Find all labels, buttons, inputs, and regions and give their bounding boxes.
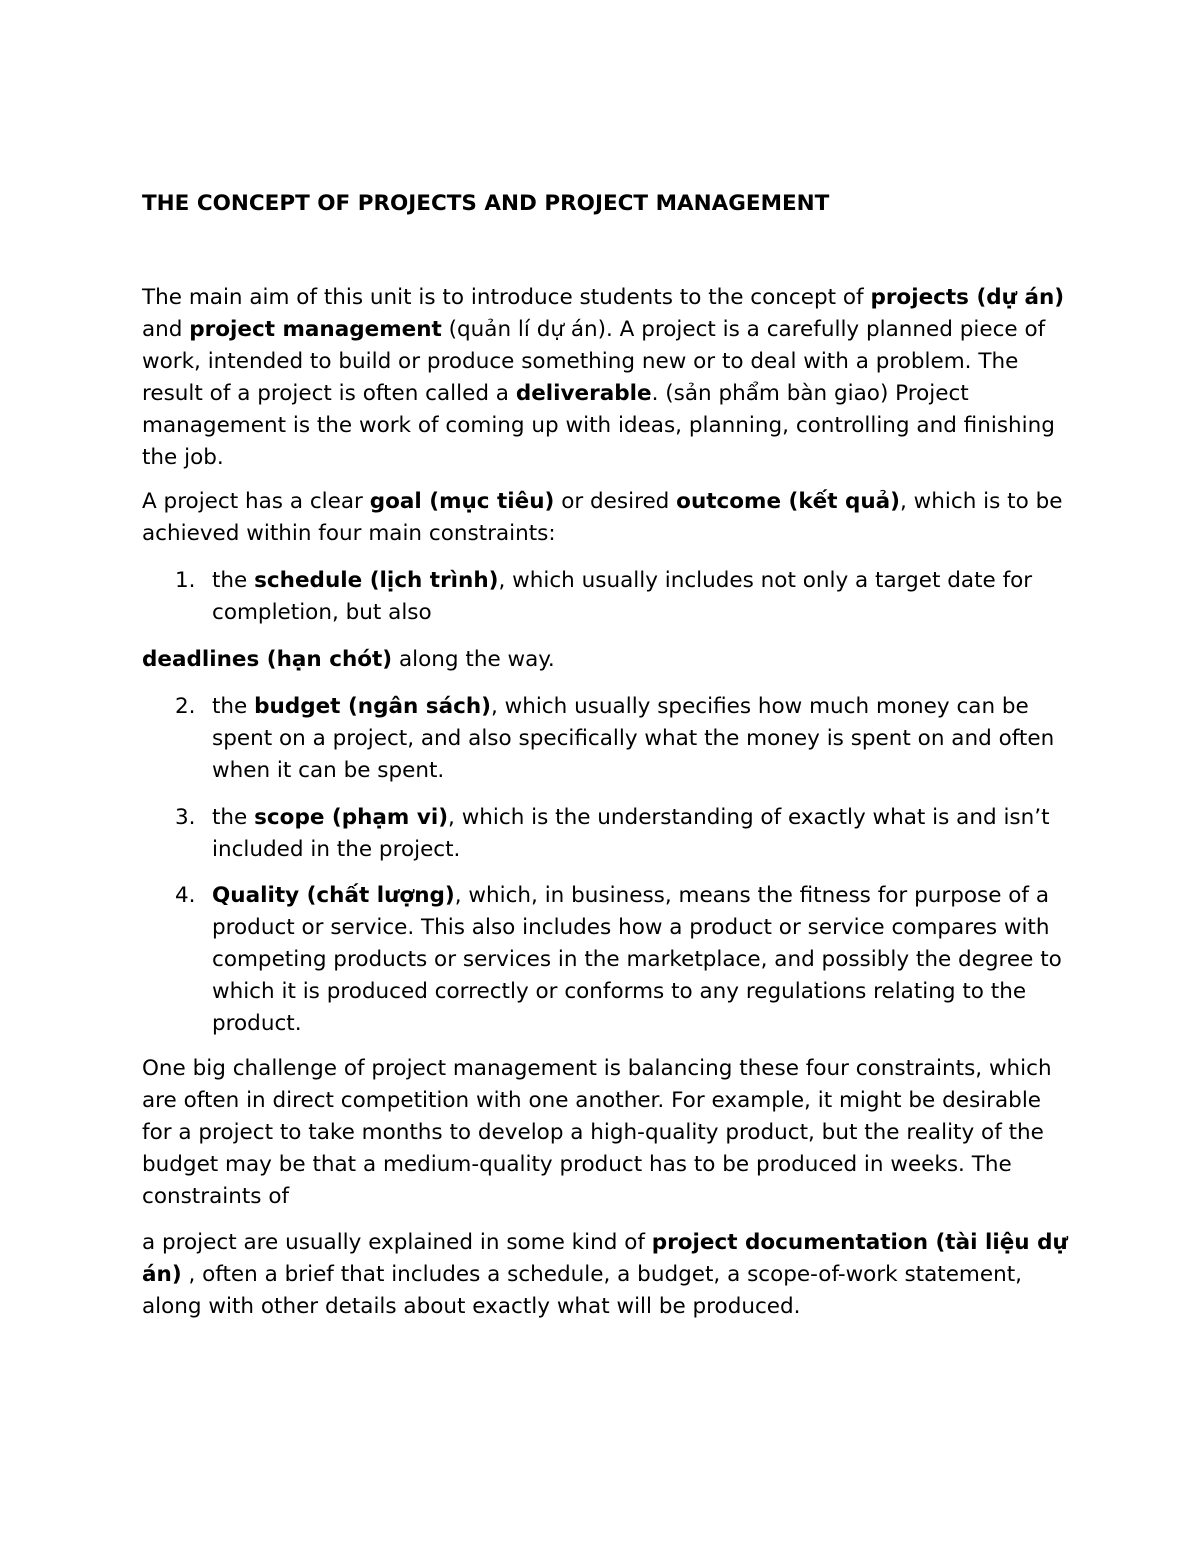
scope-text-2: , which is the understanding of exactly what is and isn’t included in the project.	[212, 805, 1050, 862]
term-quality: Quality (chất lượng)	[212, 883, 455, 908]
list-number: 2.	[175, 694, 196, 719]
budget-text-2: , which usually specifies how much money can be spent on a project, and also specifically what the money is spent on and often when it can be spent.	[212, 694, 1055, 783]
deadlines-paragraph	[142, 644, 1072, 676]
list-item-scope	[175, 802, 1072, 866]
term-schedule: schedule (lịch trình)	[254, 568, 499, 593]
doc-text-1: a project are usually explained in some kind of	[142, 1230, 652, 1255]
deadlines-text: along the way.	[392, 647, 555, 672]
goal-paragraph	[142, 486, 1072, 550]
list-number: 3.	[175, 805, 196, 830]
list-number: 1.	[175, 568, 196, 593]
list-item-quality	[175, 880, 1072, 1040]
list-item-budget	[175, 691, 1072, 787]
document-title: THE CONCEPT OF PROJECTS AND PROJECT MANAGEMENT	[142, 191, 830, 216]
budget-text-1: the	[212, 694, 255, 719]
intro-text-2: and	[142, 317, 190, 342]
term-projects: projects (dự án)	[870, 285, 1065, 310]
list-number: 4.	[175, 883, 196, 908]
documentation-paragraph	[142, 1227, 1072, 1323]
term-scope: scope (phạm vi)	[254, 805, 449, 830]
intro-text-3: (quản lí dự án). A project is a carefully planned piece of work, intended to build or produce something new or to deal with a problem. The result of a project is often called a	[142, 317, 1046, 406]
schedule-text-2: , which usually includes not only a target date for completion, but also	[212, 568, 1033, 625]
term-outcome: outcome (kết quả)	[676, 489, 901, 514]
term-project-documentation: project documentation (tài liệu dự án)	[142, 1230, 1068, 1287]
doc-text-2: , often a brief that includes a schedule, a budget, a scope-of-work statement, along with other details about exactly what will be produced.	[142, 1262, 1022, 1319]
intro-text-4: . (sản phẩm bàn giao) Project management is the work of coming up with ideas, planning, controlling and finishing the job.	[142, 381, 1055, 470]
term-deadlines: deadlines (hạn chót)	[142, 647, 393, 672]
term-goal: goal (mục tiêu)	[369, 489, 555, 514]
list-item-schedule	[175, 565, 1072, 629]
intro-text-1: The main aim of this unit is to introduce students to the concept of	[142, 285, 871, 310]
term-project-management: project management	[189, 317, 442, 342]
goal-text-3: , which is to be achieved within four main constraints:	[142, 489, 1063, 546]
challenge-paragraph: One big challenge of project management is balancing these four constraints, which are often in direct competition with one another. For example, it might be desirable for a project to take months to develop a high-quality product, but the reality of the budget may be that a medium-quality product has to be produced in weeks. The constraints of	[142, 1056, 1052, 1209]
schedule-text-1: the	[212, 568, 255, 593]
term-deliverable: deliverable	[515, 381, 652, 406]
term-budget: budget (ngân sách)	[254, 694, 491, 719]
goal-text-1: A project has a clear	[142, 489, 370, 514]
goal-text-2: or desired	[554, 489, 677, 514]
quality-text: , which, in business, means the fitness for purpose of a product or service. This also includes how a product or service compares with competing products or services in the marketplace, and possibly the degree to which it is produced correctly or conforms to any regulations relating to the product.	[212, 883, 1062, 1036]
intro-paragraph	[142, 282, 1072, 474]
scope-text-1: the	[212, 805, 255, 830]
